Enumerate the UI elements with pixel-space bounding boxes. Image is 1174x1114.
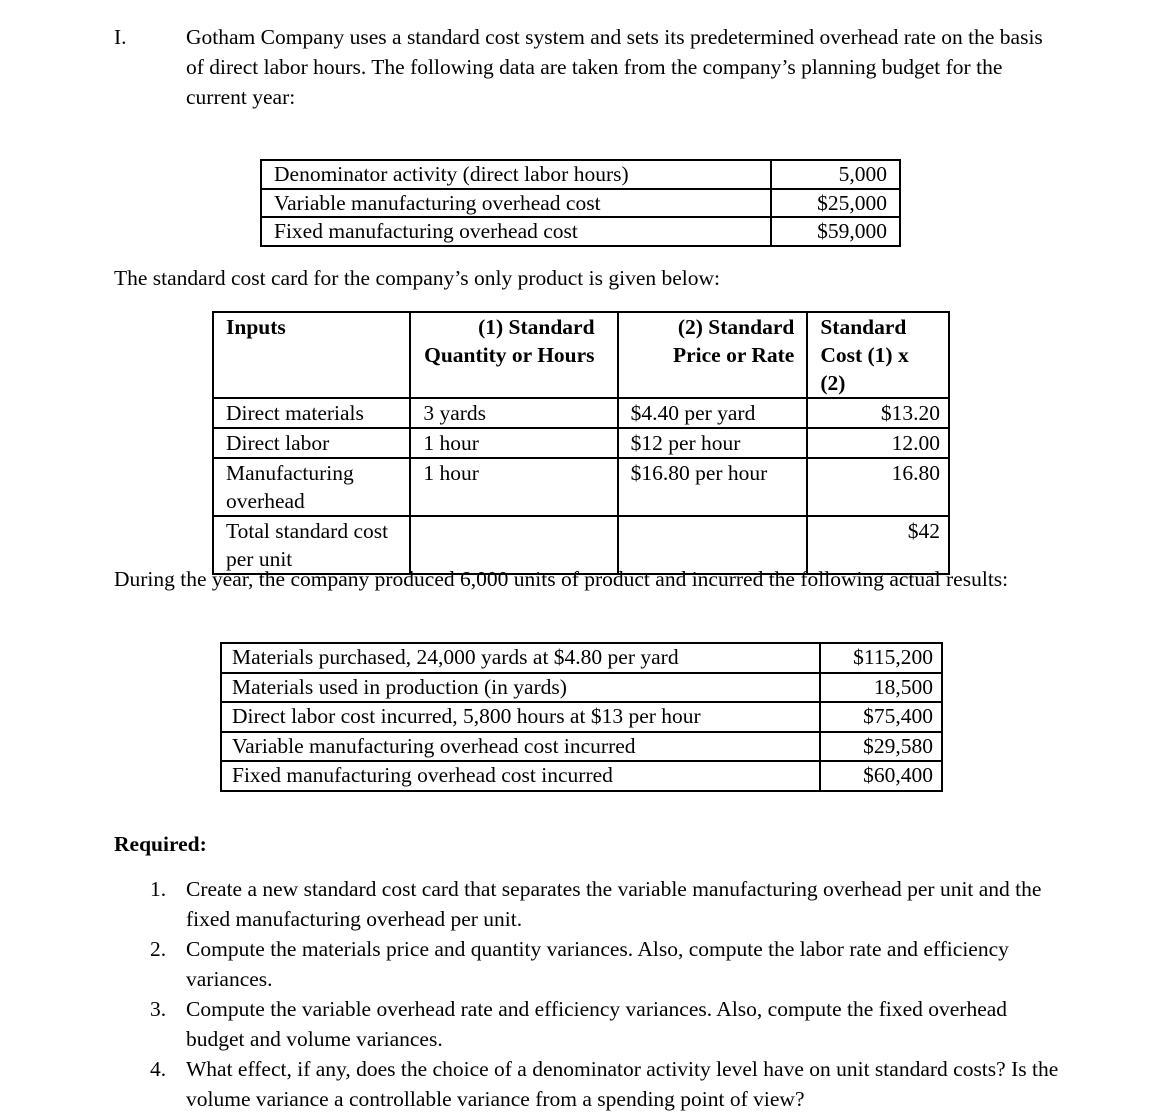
table-row — [213, 428, 949, 458]
table-row — [213, 458, 949, 516]
standard-price: $4.40 per yard — [618, 398, 808, 428]
standard-cost: 12.00 — [807, 428, 949, 458]
cost-card-intro: The standard cost card for the company’s only product is given below: — [114, 266, 721, 290]
required-list — [140, 874, 1060, 1114]
item-number: 1. — [150, 877, 167, 901]
total-label: Total standard cost per unit — [213, 516, 410, 574]
actual-label: Fixed manufacturing overhead cost incurred — [221, 761, 820, 791]
header-inputs: Inputs — [213, 312, 410, 398]
budget-label: Fixed manufacturing overhead cost — [261, 217, 771, 246]
list-item — [140, 1054, 1060, 1114]
standard-qty: 1 hour — [410, 458, 617, 516]
table-row — [221, 761, 942, 791]
item-text: Compute the variable overhead rate and efficiency variances. Also, compute the fixed overhead budget and volume variances. — [186, 997, 1008, 1051]
item-number: 3. — [150, 997, 167, 1021]
list-item — [140, 934, 1060, 994]
actual-value: $115,200 — [820, 643, 942, 673]
header-row — [213, 312, 949, 398]
actual-results-intro: During the year, the company produced 6,000 units of product and incurred the following actual results: — [114, 567, 1009, 591]
required-heading: Required: — [114, 832, 207, 856]
actual-value: $60,400 — [820, 761, 942, 791]
total-cost: $42 — [807, 516, 949, 574]
actual-value: $29,580 — [820, 732, 942, 762]
table-row — [261, 189, 900, 218]
budget-value: $59,000 — [771, 217, 900, 246]
budget-label: Denominator activity (direct labor hours) — [261, 160, 771, 189]
actual-label: Materials purchased, 24,000 yards at $4.80 per yard — [221, 643, 820, 673]
budget-value: 5,000 — [771, 160, 900, 189]
table-row — [261, 217, 900, 246]
standard-cost-card — [212, 311, 950, 575]
item-text: What effect, if any, does the choice of a denominator activity level have on unit standard costs? Is the volume variance a controllable variance from a spending point of view? — [186, 1057, 1059, 1111]
table-row — [261, 160, 900, 189]
input-name: Direct labor — [213, 428, 410, 458]
item-number: 2. — [150, 937, 167, 961]
budget-label: Variable manufacturing overhead cost — [261, 189, 771, 218]
list-item — [140, 874, 1060, 934]
input-name: Manufacturing overhead — [213, 458, 410, 516]
table-row — [221, 732, 942, 762]
item-number: 4. — [150, 1057, 167, 1081]
standard-cost: 16.80 — [807, 458, 949, 516]
table-row — [221, 673, 942, 703]
standard-qty: 3 yards — [410, 398, 617, 428]
actual-results-table — [220, 642, 943, 792]
actual-value: $75,400 — [820, 702, 942, 732]
header-standard-cost: Standard Cost (1) x (2) — [807, 312, 949, 398]
actual-label: Materials used in production (in yards) — [221, 673, 820, 703]
budget-table — [260, 159, 901, 247]
budget-value: $25,000 — [771, 189, 900, 218]
actual-label: Direct labor cost incurred, 5,800 hours at $13 per hour — [221, 702, 820, 732]
table-row — [213, 398, 949, 428]
intro-paragraph: Gotham Company uses a standard cost system and sets its predetermined overhead rate on the basis of direct labor hours. The following data are taken from the company’s planning budget for the current year: — [186, 25, 1043, 109]
item-text: Create a new standard cost card that separates the variable manufacturing overhead per unit and the fixed manufacturing overhead per unit. — [186, 877, 1042, 931]
item-text: Compute the materials price and quantity variances. Also, compute the labor rate and efficiency variances. — [186, 937, 1009, 991]
list-item — [140, 994, 1060, 1054]
problem-marker: I. — [114, 25, 127, 49]
standard-price: $16.80 per hour — [618, 458, 808, 516]
standard-qty: 1 hour — [410, 428, 617, 458]
actual-value: 18,500 — [820, 673, 942, 703]
standard-price: $12 per hour — [618, 428, 808, 458]
table-row — [221, 643, 942, 673]
header-standard-price: (2) Standard Price or Rate — [618, 312, 808, 398]
header-standard-quantity: (1) Standard Quantity or Hours — [410, 312, 617, 398]
table-row — [221, 702, 942, 732]
standard-cost: $13.20 — [807, 398, 949, 428]
actual-label: Variable manufacturing overhead cost incurred — [221, 732, 820, 762]
input-name: Direct materials — [213, 398, 410, 428]
problem-intro — [186, 22, 1066, 112]
